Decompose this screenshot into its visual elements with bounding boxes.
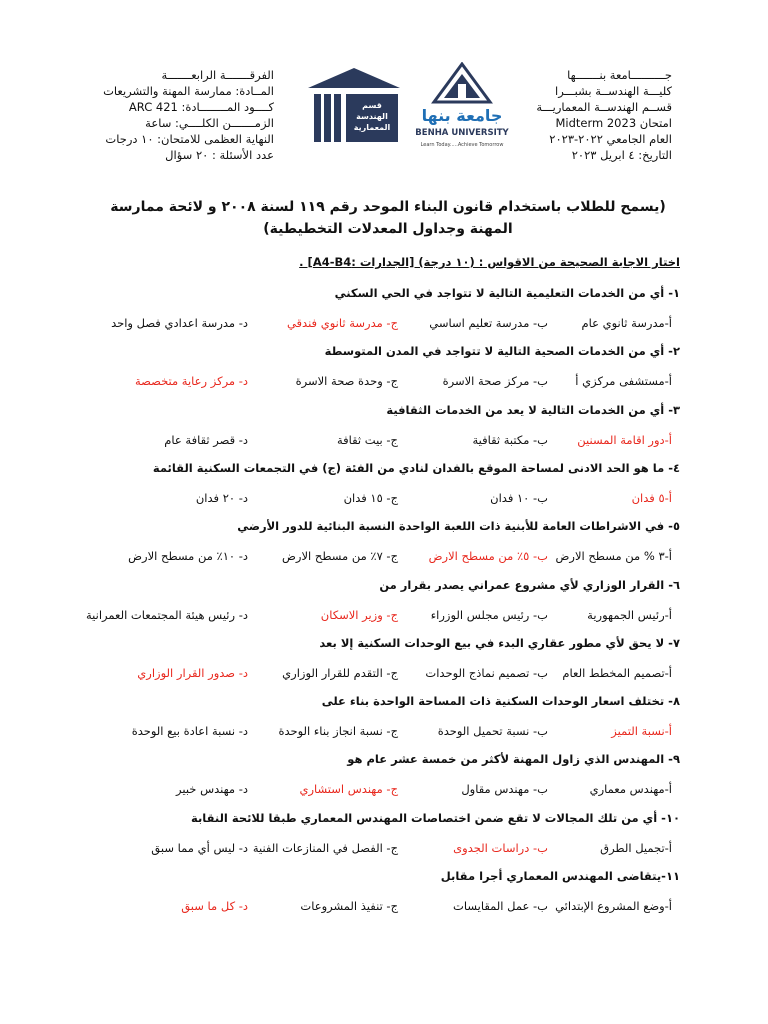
answer-option: ب- ٥٪ من مسطح الارض: [428, 549, 548, 563]
answer-option: د- قصر ثقافة عام: [164, 433, 248, 447]
question-text: ٧- لا يحق لأي مطور عقاري البدء في بيع الوحدات السكنية إلا بعد: [319, 636, 680, 650]
answer-option: ب- عمل المقايسات: [453, 899, 548, 913]
benha-logo-arabic: جامعة بنها: [421, 106, 503, 125]
answer-option: ب- تصميم نماذج الوحدات: [425, 666, 548, 680]
answer-option: ب- مكتبة ثقافية: [472, 433, 548, 447]
exam-permission-note: (يسمح للطلاب باستخدام قانون البناء الموحد رقم ١١٩ لسنة ٢٠٠٨ و لائحة ممارسة المهنة وجداول المعدلات التخطيطية): [110, 199, 666, 237]
question-count: عدد الأسئلة : ٢٠ سؤال: [165, 148, 274, 162]
answer-option: د- مركز رعاية متخصصة: [134, 374, 248, 388]
question-text: ٩- المهندس الذي زاول المهنة لأكثر من خمسة عشر عام هو: [347, 752, 680, 766]
logo-dept-line: المعمارية: [353, 123, 391, 132]
logo-dept-line: الهندسة: [356, 112, 388, 121]
answer-option: ج- مدرسة ثانوي فندقي: [286, 316, 398, 330]
exam-duration: الزمـــــــن الكلــــي: ساعة: [145, 116, 274, 130]
answer-option: أ-نسبة التميز: [611, 724, 672, 738]
answer-option: ج- وحدة صحة الاسرة: [295, 374, 398, 388]
answer-option: د- رئيس هيئة المجتمعات العمرانية: [86, 608, 248, 622]
answer-option: ج- ٧٪ من مسطح الارض: [282, 549, 398, 563]
answer-option: د- مهندس خبير: [176, 782, 248, 796]
answer-option: ج- ١٥ فدان: [343, 491, 398, 505]
answer-option: ج- الفصل في المنازعات الفنية: [252, 841, 398, 855]
question-text: ١٠- أي من تلك المجالات لا تقع ضمن اختصاصات المهندس المعماري طبقا للائحة النقابة: [191, 811, 680, 825]
question-text: ٥- في الاشراطات العامة للأبنية ذات اللعبة الواحدة النسبة البنائية للدور الأرضي: [237, 519, 680, 533]
answer-option: أ-رئيس الجمهورية: [587, 608, 672, 622]
academic-year: العام الجامعي ٢٠٢٢-٢٠٢٣: [549, 132, 672, 146]
benha-university-logo: [414, 62, 510, 156]
question-text: ٣- أي من الخدمات التالية لا يعد من الخدمات الثقافية: [386, 403, 680, 417]
answer-option: د- كل ما سبق: [181, 899, 248, 913]
answer-option: ب- دراسات الجدوى: [453, 841, 548, 855]
logo-dept-line: قسم: [362, 101, 382, 110]
answer-option: أ-دور اقامة المسنين: [577, 433, 672, 447]
question-text: ٢- أي من الخدمات الصحية التالية لا تتواجد في المدن المتوسطة: [324, 344, 680, 358]
section-instruction: [96, 255, 680, 269]
question-text: ٨- تختلف اسعار الوحدات السكنية ذات المساحة الواحدة بناء على: [321, 694, 680, 708]
answer-option: أ-تصميم المخطط العام: [562, 666, 672, 680]
answer-option: د- ٢٠ فدان: [195, 491, 248, 505]
exam-date: التاريخ: ٤ ابريل ٢٠٢٣: [571, 148, 672, 162]
answer-option: ج- تنفيذ المشروعات: [300, 899, 398, 913]
answer-option: أ-مدرسة ثانوي عام: [581, 316, 672, 330]
answer-option: ب- ١٠ فدان: [490, 491, 548, 505]
answer-option: ب- مهندس مقاول: [461, 782, 548, 796]
question-text: ١١-يتقاضى المهندس المعماري أجرا مقابل: [440, 869, 680, 883]
answer-option: أ-مستشفى مركزي أ: [575, 374, 672, 388]
answer-option: ب- رئيس مجلس الوزراء: [430, 608, 548, 622]
answer-option: د- مدرسة اعدادي فصل واحد: [111, 316, 248, 330]
answer-option: أ-٥ فدان: [631, 491, 672, 505]
answer-option: د- ليس أي مما سبق: [151, 841, 248, 855]
answer-option: أ-وضع المشروع الإبتدائي: [555, 899, 672, 913]
answer-option: ب- مركز صحة الاسرة: [442, 374, 548, 388]
answer-option: ب- نسبة تحميل الوحدة: [437, 724, 548, 738]
question-text: ٤- ما هو الحد الادنى لمساحة الموقع بالفدان لنادي من الفئة (ج) في التجمعات السكنية القائمة: [152, 461, 680, 475]
benha-logo-tagline: Learn Today.....Achieve Tomorrow: [420, 142, 504, 148]
question-text: ٦- القرار الوزاري لأي مشروع عمراني يصدر بقرار من: [379, 578, 680, 592]
department-logo: [304, 66, 404, 152]
answer-option: أ-٣ % من مسطح الارض: [555, 549, 672, 563]
answer-option: ج- نسبة انجاز بناء الوحدة: [278, 724, 398, 738]
answer-option: ج- مهندس استشاري: [299, 782, 398, 796]
student-year: الفرقـــــــة الرابعـــــــة: [161, 68, 274, 82]
university-emblem-icon: [414, 62, 510, 106]
answer-option: أ-مهندس معماري: [589, 782, 672, 796]
instruction-text: اختار الاجابة الصحيحة من الاقواس : (١٠ درجة) [الجدارات :A4-B4] .: [299, 255, 680, 269]
department-name: قســم الهندســة المعماريـــة: [536, 100, 672, 114]
answer-option: ب- مدرسة تعليم اساسي: [429, 316, 548, 330]
faculty-name: كليـــة الهندســة بشبـــرا: [555, 84, 672, 98]
answer-option: ج- وزير الاسكان: [320, 608, 398, 622]
logo-dept-text: [348, 100, 396, 133]
max-score: النهاية العظمى للامتحان: ١٠ درجات: [105, 132, 274, 146]
exam-type: امتحان Midterm 2023: [555, 116, 672, 130]
university-name: جــــــــــامعة بنـــــــها: [567, 68, 672, 82]
answer-option: د- نسبة اعادة بيع الوحدة: [131, 724, 248, 738]
answer-option: ج- بيت ثقافة: [336, 433, 398, 447]
answer-option: ج- التقدم للقرار الوزاري: [282, 666, 398, 680]
answer-option: أ-تجميل الطرق: [600, 841, 672, 855]
benha-logo-english: BENHA UNIVERSITY: [415, 128, 509, 138]
course-code: كــــود المــــــــادة: ARC 421: [128, 100, 274, 114]
answer-option: د- ١٠٪ من مسطح الارض: [128, 549, 248, 563]
answer-option: د- صدور القرار الوزاري: [137, 666, 248, 680]
subject-name: المــادة: ممارسة المهنة والتشريعات: [103, 84, 274, 98]
question-text: ١- أي من الخدمات التعليمية التالية لا تتواجد في الحي السكني: [334, 286, 680, 300]
